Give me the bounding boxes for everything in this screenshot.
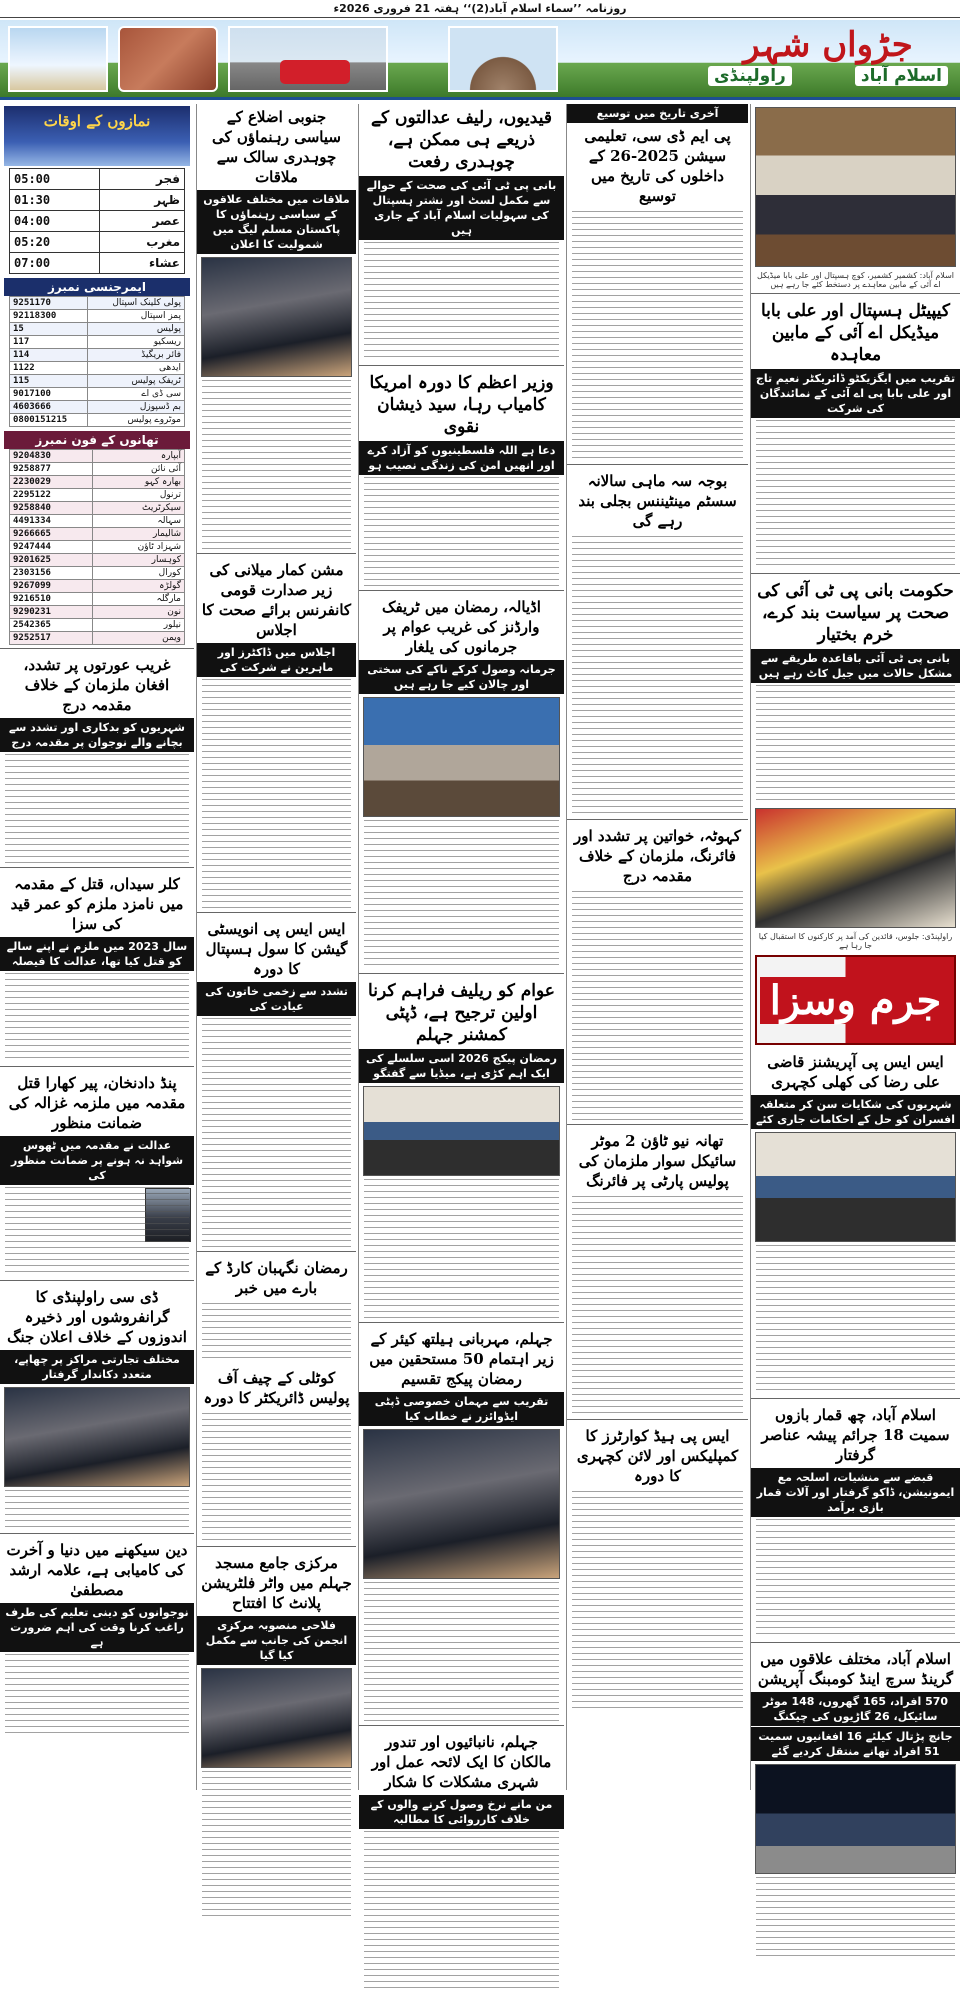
phone-row xyxy=(10,541,185,554)
phone-row xyxy=(10,349,185,362)
article-text xyxy=(572,891,743,1121)
operation-photo xyxy=(755,1764,956,1874)
phone-label: ویمن xyxy=(92,632,184,645)
prayer-name: فجر xyxy=(99,169,184,190)
phone-number: 4603666 xyxy=(10,401,88,414)
headline-bail-granted: پنڈ دادنخان، پیر کھارا قتل مقدمہ میں ملزمہ غزالہ کی ضمانت منظور xyxy=(8,1074,186,1132)
headline-new-town-firing: تھانہ نیو ٹاؤن 2 موٹر سائیکل سوار ملزمان کی پولیس پارٹی پر فائرنگ xyxy=(578,1132,737,1190)
rock-carving-photo xyxy=(118,26,218,92)
filtration-photo xyxy=(201,1668,352,1768)
traffic-photo xyxy=(363,697,560,817)
phone-row xyxy=(10,528,185,541)
prayer-name: عصر xyxy=(99,211,184,232)
headline-dc-jhelum: عوام کو ریلیف فراہم کرنا اولین ترجیح ہے، ڈپٹی کمشنر جہلم xyxy=(368,981,555,1045)
prayer-time: 07:00 xyxy=(10,253,100,274)
phone-label: کورال xyxy=(92,567,184,580)
article-text xyxy=(5,1490,189,1530)
prayer-times-header xyxy=(4,106,190,166)
phone-number: 117 xyxy=(10,336,88,349)
phone-label: شہزاد ٹاؤن xyxy=(92,541,184,554)
phone-number: 115 xyxy=(10,375,88,388)
phone-row xyxy=(10,580,185,593)
prayer-row xyxy=(10,253,185,274)
phone-label: گولڑہ xyxy=(92,580,184,593)
phone-number: 2230029 xyxy=(10,476,93,489)
masthead xyxy=(0,20,960,100)
headline-kotli-visit: کوٹلی کے چیف آف پولیس ڈائریکٹر کا دورہ xyxy=(203,1369,350,1407)
masthead-title-block xyxy=(708,24,948,96)
subhead-pmdc: آخری تاریخ میں توسیع xyxy=(567,104,748,123)
article-text xyxy=(202,1303,351,1363)
phone-row xyxy=(10,463,185,476)
phone-row xyxy=(10,515,185,528)
headline-kahuta: کہوٹہ، خواتین پر تشدد اور فائرنگ، ملزمان کے خلاف مقدمہ درج xyxy=(574,827,741,885)
phone-label: آبپارہ xyxy=(92,450,184,463)
prayer-row xyxy=(10,211,185,232)
phone-row xyxy=(10,310,185,323)
phone-row xyxy=(10,450,185,463)
subhead-health-conference: اجلاس میں ڈاکٹرز اور ماہرین نے شرکت کی xyxy=(197,643,356,677)
prayer-time: 01:30 xyxy=(10,190,100,211)
headline-dc-hoarders: ڈی سی راولپنڈی کا گرانفروشوں اور ذخیرہ اندوزوں کے خلاف اعلان جنگ xyxy=(7,1288,187,1346)
article-text xyxy=(364,1831,559,1991)
prayer-row xyxy=(10,232,185,253)
phone-number: 9266665 xyxy=(10,528,93,541)
phone-label: بھارہ کہو xyxy=(92,476,184,489)
article-text xyxy=(756,685,955,805)
prayer-row xyxy=(10,190,185,211)
article-text xyxy=(364,477,559,587)
article-text xyxy=(5,1187,189,1277)
prayer-time: 05:00 xyxy=(10,169,100,190)
prayer-times-title: نمازوں کے اوقات xyxy=(43,112,151,130)
phone-number: 9204830 xyxy=(10,450,93,463)
prayer-time: 04:00 xyxy=(10,211,100,232)
headline-search-operation: اسلام آباد، مختلف علاقوں میں گرینڈ سرچ اینڈ کومبنگ آپریشن xyxy=(757,1650,954,1688)
subhead-gamblers-arrest: قبضے سے منشیات، اسلحہ مع ایمونیشن، ڈاکو گرفتار اور آلات قمار بازی برآمد xyxy=(751,1468,960,1517)
phone-row xyxy=(10,619,185,632)
article-text xyxy=(756,1519,955,1639)
masthead-title: جڑواں شہر xyxy=(743,25,913,65)
phone-label: سی ڈی اے xyxy=(88,388,185,401)
police-numbers-header: تھانوں کے فون نمبرز xyxy=(4,431,190,449)
subhead-search-operation: 570 افراد، 165 گھروں، 148 موٹر سائیکل، 26 گاڑیوں کی چیکنگ xyxy=(751,1692,960,1726)
phone-number: 9258877 xyxy=(10,463,93,476)
phone-label: کوہسار xyxy=(92,554,184,567)
column-4 xyxy=(196,104,356,1790)
package-distribution-photo xyxy=(363,1429,560,1579)
kachehri-photo xyxy=(755,1132,956,1242)
subhead-chaudhry-rifat: بانی پی ٹی آئی کی صحت کے حوالے سے مکمل لسٹ اور نشتر ہسپتال کی سہولیات اسلام آباد کے جاری ہیں xyxy=(359,176,564,240)
phone-number: 9201625 xyxy=(10,554,93,567)
article-text xyxy=(572,211,743,461)
phone-label: ریسکیو xyxy=(88,336,185,349)
metro-bus-photo xyxy=(228,26,388,92)
crime-section-title: جرم وسزا xyxy=(760,977,952,1024)
article-text xyxy=(572,536,743,816)
article-text xyxy=(572,1196,743,1416)
phone-row xyxy=(10,297,185,310)
column-1 xyxy=(750,104,960,1790)
subhead-ramzan-package: تقریب سے مہمان خصوصی ڈپٹی ایڈوائزر نے خطاب کیا xyxy=(359,1392,564,1426)
phone-label: ٹریفک پولیس xyxy=(88,375,185,388)
phone-row xyxy=(10,489,185,502)
article-text xyxy=(5,973,189,1063)
phone-row xyxy=(10,567,185,580)
phone-label: مارگلہ xyxy=(92,593,184,606)
headline-hospital-agreement: کیپیٹل ہسپتال اور علی بابا میڈیکل اے آئی کے مابین معاہدہ xyxy=(761,301,950,365)
phone-label: آئی نائن xyxy=(92,463,184,476)
headline-chaudhry-salik: جنوبی اضلاع کے سیاسی رہنماؤں کی چوہدری سالک سے ملاقات xyxy=(212,108,341,186)
phone-number: 9267099 xyxy=(10,580,93,593)
subhead-allama-arshad: نوجوانوں کو دینی تعلیم کی طرف راغب کرنا وقت کی اہم ضرورت ہے xyxy=(0,1603,194,1652)
column-5 xyxy=(0,104,194,1790)
article-text xyxy=(202,380,351,550)
masthead-city-a: اسلام آباد xyxy=(855,66,948,86)
phone-label: بم ڈسپوزل xyxy=(88,401,185,414)
subhead-dc-hoarders: مختلف تجارتی مراکز پر چھاپے، متعدد دکاندار گرفتار xyxy=(0,1350,194,1384)
subhead-traffic-fines: جرمانہ وصول کرکے ناکے کی سختی اور چالان کیے جا رہے ہیں xyxy=(359,660,564,694)
phone-number: 114 xyxy=(10,349,88,362)
headline-chaudhry-rifat: قیدیوں، رلیف عدالتوں کے ذریعے ہی ممکن ہے، چوہدری رفعت xyxy=(371,108,552,172)
phone-label: شالیمار xyxy=(92,528,184,541)
subhead-khurram: بانی پی ٹی آئی باقاعدہ طریقے سے مشکل حالات میں جیل کاٹ رہے ہیں xyxy=(751,649,960,683)
phone-number: 9251170 xyxy=(10,297,88,310)
subhead-afghan-case: شہریوں کو بدکاری اور تشدد سے بچانے والے نوجوان پر مقدمہ درج xyxy=(0,718,194,752)
phone-label: سہالہ xyxy=(92,515,184,528)
subhead-pm-us-visit: دعا ہے اللہ فلسطینیوں کو آزاد کرے اور انھیں امن کی زندگی نصیب ہو xyxy=(359,441,564,475)
prayer-times-table xyxy=(9,168,185,274)
article-text xyxy=(572,1491,743,1711)
column-3 xyxy=(358,104,564,1826)
phone-row xyxy=(10,323,185,336)
phone-label: ترنول xyxy=(92,489,184,502)
subhead-bail-granted: عدالت نے مقدمہ میں ٹھوس شواہد نہ ہونے پر ضمانت منظور کی xyxy=(0,1136,194,1185)
subhead-dc-jhelum: رمضان پیکج 2026 اسی سلسلے کی ایک اہم کڑی ہے، میڈیا سے گفتگو xyxy=(359,1049,564,1083)
emergency-numbers-header: ایمرجنسی نمبرز xyxy=(4,278,190,296)
phone-number: 1122 xyxy=(10,362,88,375)
phone-number: 15 xyxy=(10,323,88,336)
headline-health-conference: مشن کمار میلانی کی زیر صدارت قومی کانفرنس برائے صحت کا اجلاس xyxy=(201,561,352,639)
phone-row xyxy=(10,401,185,414)
headline-nigehban-card: رمضان نگہبان کارڈ کے بارے میں خبر xyxy=(205,1259,348,1297)
headline-afghan-case: غریب عورتوں پر تشدد، افغان ملزمان کے خلاف مقدمہ درج xyxy=(23,656,171,714)
headline-life-sentence: کلر سیداں، قتل کے مقدمہ میں نامزد ملزم کو عمر قید کی سزا xyxy=(10,875,184,933)
phone-label: پولی کلینک اسپتال xyxy=(88,297,185,310)
headline-pm-us-visit: وزیر اعظم کا دورہ امریکا کامیاب رہا، سید ذیشان نقوی xyxy=(369,373,554,437)
prayer-name: عشاء xyxy=(99,253,184,274)
subhead-bakers: من مانے نرخ وصول کرنے والوں کے خلاف کارروائی کا مطالبہ xyxy=(359,1795,564,1829)
phone-label: پمز اسپتال xyxy=(88,310,185,323)
rally-caption: راولپنڈی: جلوس، قائدین کی آمد پر کارکنوں کا استقبال کیا جا رہا ہے xyxy=(758,932,953,950)
subhead-ssp-kachehri: شہریوں کی شکایات سن کر متعلقہ افسران کو حل کے احکامات جاری کئے xyxy=(751,1095,960,1129)
issue-line: روزنامہ ’’سماء اسلام آباد(2)‘‘ ہفتہ 21 فروری 2026ء xyxy=(0,0,960,18)
phone-row xyxy=(10,362,185,375)
phone-row xyxy=(10,554,185,567)
prayer-time: 05:20 xyxy=(10,232,100,253)
market-raid-photo xyxy=(4,1387,190,1487)
phone-number: 9252517 xyxy=(10,632,93,645)
phone-number: 4491334 xyxy=(10,515,93,528)
article-text xyxy=(756,420,955,570)
phone-row xyxy=(10,606,185,619)
phone-number: 2295122 xyxy=(10,489,93,502)
article-text xyxy=(5,754,189,864)
subhead-chaudhry-salik: ملاقات میں مختلف علاقوں کے سیاسی رہنماؤں کا پاکستان مسلم لیگ میں شمولیت کا اعلان xyxy=(197,190,356,254)
phone-row xyxy=(10,502,185,515)
article-text xyxy=(364,1582,559,1722)
article-text xyxy=(202,1018,351,1248)
phone-label: موٹروے پولیس xyxy=(88,414,185,427)
phone-label: نون xyxy=(92,606,184,619)
phone-row xyxy=(10,632,185,645)
headline-ssp-kachehri: ایس ایس پی آپریشنز قاضی علی رضا کی کھلی کچہری xyxy=(767,1053,944,1091)
phone-row xyxy=(10,336,185,349)
article-text xyxy=(364,1179,559,1319)
phone-row xyxy=(10,388,185,401)
article-text xyxy=(202,1771,351,1921)
subhead-filtration-plant: فلاحی منصوبہ مرکزی انجمن کی جانب سے مکمل کیا گیا xyxy=(197,1616,356,1665)
phone-row xyxy=(10,476,185,489)
headline-sp-hq-visit: ایس پی ہیڈ کوارٹرز کا کمپلیکس اور لائن کچہری کا دورہ xyxy=(576,1427,739,1485)
phone-number: 9290231 xyxy=(10,606,93,619)
political-meeting-photo xyxy=(201,257,352,377)
article-text xyxy=(756,1877,955,1957)
article-text xyxy=(364,820,559,970)
subhead-search-operation-2: جانچ پڑتال کیلئے 16 افغانیوں سمیت 51 افراد تھانے منتقل کردیے گئے xyxy=(751,1727,960,1761)
phone-label: پولیس xyxy=(88,323,185,336)
headline-gamblers-arrest: اسلام آباد، چھ قمار بازوں سمیت 18 جرائم پیشہ عناصر گرفتار xyxy=(761,1406,950,1464)
phone-label: نیلور xyxy=(92,619,184,632)
article-text xyxy=(202,679,351,909)
subhead-ssp-investigation: تشدد سے زخمی خاتون کی عیادت کی xyxy=(197,982,356,1016)
article-text xyxy=(364,242,559,362)
column-2 xyxy=(566,104,748,1790)
subhead-hospital-agreement: تقریب میں ایگزیکٹو ڈائریکٹر نعیم تاج اور علی بابا پی اے آئی کے نمائندگان کی شرکت xyxy=(751,369,960,418)
police-numbers-table xyxy=(9,449,185,645)
phone-number: 9017100 xyxy=(10,388,88,401)
dc-meeting-photo xyxy=(363,1086,560,1176)
article-text xyxy=(756,1245,955,1395)
phone-number: 9258840 xyxy=(10,502,93,515)
masthead-city-b: راولپنڈی xyxy=(708,66,792,86)
subhead-life-sentence: سال 2023 میں ملزم نے اپنے سالے کو قتل کیا تھا، عدالت کا فیصلہ xyxy=(0,937,194,971)
agreement-caption: اسلام آباد: کشمیر کشمیر، کوچ ہسپتال اور علی بابا میڈیکل اے آئی کے مابین معاہدے پر دستخط کئے جا رہے ہیں xyxy=(756,271,955,289)
headline-khurram: حکومت بانی پی ٹی آئی کی صحت پر سیاست بند کرے، خرم بختیار xyxy=(757,581,954,645)
agreement-photo xyxy=(755,107,956,267)
headline-bakers: جہلم، نانبائیوں اور تندور مالکان کا ایک لائحہ عمل اور شہری مشکلات کا شکار xyxy=(371,1733,552,1791)
headline-allama-arshad: دین سیکھنے میں دنیا و آخرت کی کامیابی ہے، علامہ ارشد مصطفیٰ xyxy=(6,1541,188,1599)
phone-row xyxy=(10,593,185,606)
phone-label: سیکرٹریٹ xyxy=(92,502,184,515)
phone-number: 2303156 xyxy=(10,567,93,580)
phone-row xyxy=(10,414,185,427)
phone-label: ایدھی xyxy=(88,362,185,375)
phone-number: 92118300 xyxy=(10,310,88,323)
article-text xyxy=(202,1413,351,1543)
crime-section-banner xyxy=(755,955,956,1045)
phone-label: فائر بریگیڈ xyxy=(88,349,185,362)
faisal-mosque-photo xyxy=(8,26,108,92)
headline-ssp-investigation: ایس ایس پی انویسٹی گیشن کا سول ہسپتال کا دورہ xyxy=(205,920,348,978)
masthead-cities xyxy=(708,66,948,86)
prayer-name: مغرب xyxy=(99,232,184,253)
phone-number: 2542365 xyxy=(10,619,93,632)
monument-photo xyxy=(448,26,558,92)
headline-ramzan-package: جہلم، مہربانی ہیلتھ کیئر کے زیر اہتمام 50 مستحقین میں رمضان پیکج تقسیم xyxy=(369,1330,554,1388)
headline-power-shutdown: بوجہ سہ ماہی سالانہ سسٹم مینٹیننس بجلی بند رہے گی xyxy=(578,472,737,530)
prayer-name: ظہر xyxy=(99,190,184,211)
headline-filtration-plant: مرکزی جامع مسجد جہلم میں واٹر فلٹریشن پلانٹ کا افتتاح xyxy=(201,1554,352,1612)
headline-traffic-fines: اڈیالہ، رمضان میں ٹریفک وارڈنز کی غریب عوام پر جرمانوں کی یلغار xyxy=(382,598,541,656)
rally-photo xyxy=(755,808,956,928)
article-text xyxy=(5,1654,189,1734)
phone-row xyxy=(10,375,185,388)
phone-number: 9216510 xyxy=(10,593,93,606)
emergency-numbers-table xyxy=(9,296,185,427)
prayer-row xyxy=(10,169,185,190)
phone-number: 9247444 xyxy=(10,541,93,554)
phone-number: 0800151215 xyxy=(10,414,88,427)
headline-pmdc: پی ایم ڈی سی، تعلیمی سیشن 2025-26 کے داخلوں کی تاریخ میں توسیع xyxy=(584,127,731,205)
